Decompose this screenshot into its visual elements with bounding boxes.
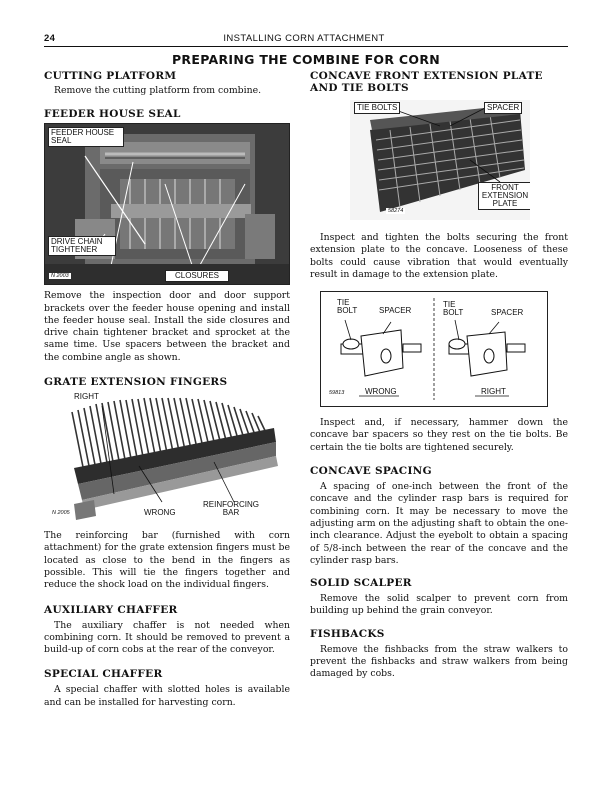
- running-title: INSTALLING CORN ATTACHMENT: [223, 33, 385, 44]
- label-drive-chain-tightener: DRIVE CHAIN TIGHTENER: [48, 236, 116, 256]
- concave-photo: [350, 100, 530, 220]
- figure-number-grate: N 2005: [52, 510, 70, 517]
- label-left-tie: TIE: [337, 298, 350, 308]
- tie-bolt-figure: [320, 291, 548, 407]
- text-special-chaffer: A special chaffer with slotted holes is available and can be installed for harvesting corn.: [44, 684, 290, 708]
- label-feeder-house-seal: FEEDER HOUSE SEAL: [48, 127, 124, 147]
- label-right-fingers: RIGHT: [74, 392, 99, 402]
- label-spacer-concave: SPACER: [484, 102, 522, 114]
- feeder-house-photo: [44, 123, 290, 285]
- figure-number-tie-bolt: 59813: [329, 390, 345, 397]
- label-right-tie: TIE: [443, 300, 456, 310]
- heading-feeder-house-seal: FEEDER HOUSE SEAL: [44, 108, 181, 121]
- label-left-spacer: SPACER: [379, 306, 412, 316]
- heading-concave-spacing: CONCAVE SPACING: [310, 465, 432, 478]
- feeder-house-illustration: [45, 124, 289, 284]
- label-right: RIGHT: [481, 387, 506, 397]
- heading-grate-extension-fingers: GRATE EXTENSION FINGERS: [44, 376, 228, 389]
- text-concave-spacing: A spacing of one-inch between the front of the concave and the cylinder rasp bars is required for combining corn. It may be necessary to move the adjusting arm on the adjusting shaft to obtain the one-inch clearance. Adjust the eyebolt to obtain a spacing of 5/8-inch between the rear of the concave and the cylinder rasp bars.: [310, 481, 568, 566]
- label-closures: CLOSURES: [165, 270, 229, 282]
- figure-number-feeder: N 2003: [51, 273, 69, 280]
- text-tie-bolt: Inspect and, if necessary, hammer down the concave bar spacers so they rest on the tie bolts. Be certain the tie bolts are tightened securely.: [310, 417, 568, 453]
- text-cutting-platform: Remove the cutting platform from combine.: [54, 85, 262, 96]
- heading-special-chaffer: SPECIAL CHAFFER: [44, 668, 163, 681]
- heading-auxiliary-chaffer: AUXILIARY CHAFFER: [44, 603, 178, 616]
- text-auxiliary-chaffer: The auxiliary chaffer is not needed when combining corn. It should be removed to prevent a build-up of corn cobs at the rear of the conveyor.: [44, 619, 290, 656]
- text-grate-extension-fingers: The reinforcing bar (furnished with corn attachment) for the grate extension fingers must be located as close to the bend in the fingers as possible. This will tie the fingers together and reduce the shock load on the individual fingers.: [44, 530, 290, 591]
- text-feeder-house-seal: Remove the inspection door and door support brackets over the feeder house opening and install the feeder house seal. Install the side closures and drive chain tightener bracket and sprocket at the same time. Use spacers between the bracket and the combine angle as shown.: [44, 290, 290, 363]
- heading-solid-scalper: SOLID SCALPER: [310, 577, 412, 590]
- heading-concave-front-extension: CONCAVE FRONT EXTENSION PLATE AND TIE BOLTS: [310, 70, 543, 94]
- label-right-bolt: BOLT: [443, 308, 464, 318]
- text-solid-scalper: Remove the solid scalper to prevent corn from building up behind the grain conveyor.: [310, 593, 568, 617]
- page-header: [44, 33, 564, 47]
- heading-cutting-platform: CUTTING PLATFORM: [44, 70, 177, 82]
- label-left-bolt: BOLT: [337, 306, 358, 316]
- header-rule: [44, 46, 568, 47]
- left-column: [44, 70, 290, 709]
- label-front-extension-plate: FRONT EXTENSION PLATE: [478, 182, 530, 210]
- label-tie-bolts: TIE BOLTS: [354, 102, 400, 114]
- grate-fingers-figure: [44, 392, 288, 528]
- label-wrong: WRONG: [365, 387, 397, 397]
- text-fishbacks: Remove the fishbacks from the straw walkers to prevent the fishbacks and straw walkers from being damaged by cobs.: [310, 643, 568, 680]
- label-right-spacer: SPACER: [491, 308, 524, 318]
- right-column: [310, 70, 568, 681]
- page-number: 24: [44, 33, 56, 44]
- label-reinforcing-bar: REINFORCING BAR: [203, 500, 259, 518]
- figure-number-concave: 58274: [388, 208, 404, 214]
- heading-fishbacks: FISHBACKS: [310, 627, 385, 640]
- text-concave-front-extension: Inspect and tighten the bolts securing the front extension plate to the concave. Looseness of these bolts could cause vibration that would eventually result in damage to the extension plate.: [310, 232, 568, 280]
- label-wrong-fingers: WRONG: [144, 508, 176, 518]
- page-title: PREPARING THE COMBINE FOR CORN: [171, 52, 441, 67]
